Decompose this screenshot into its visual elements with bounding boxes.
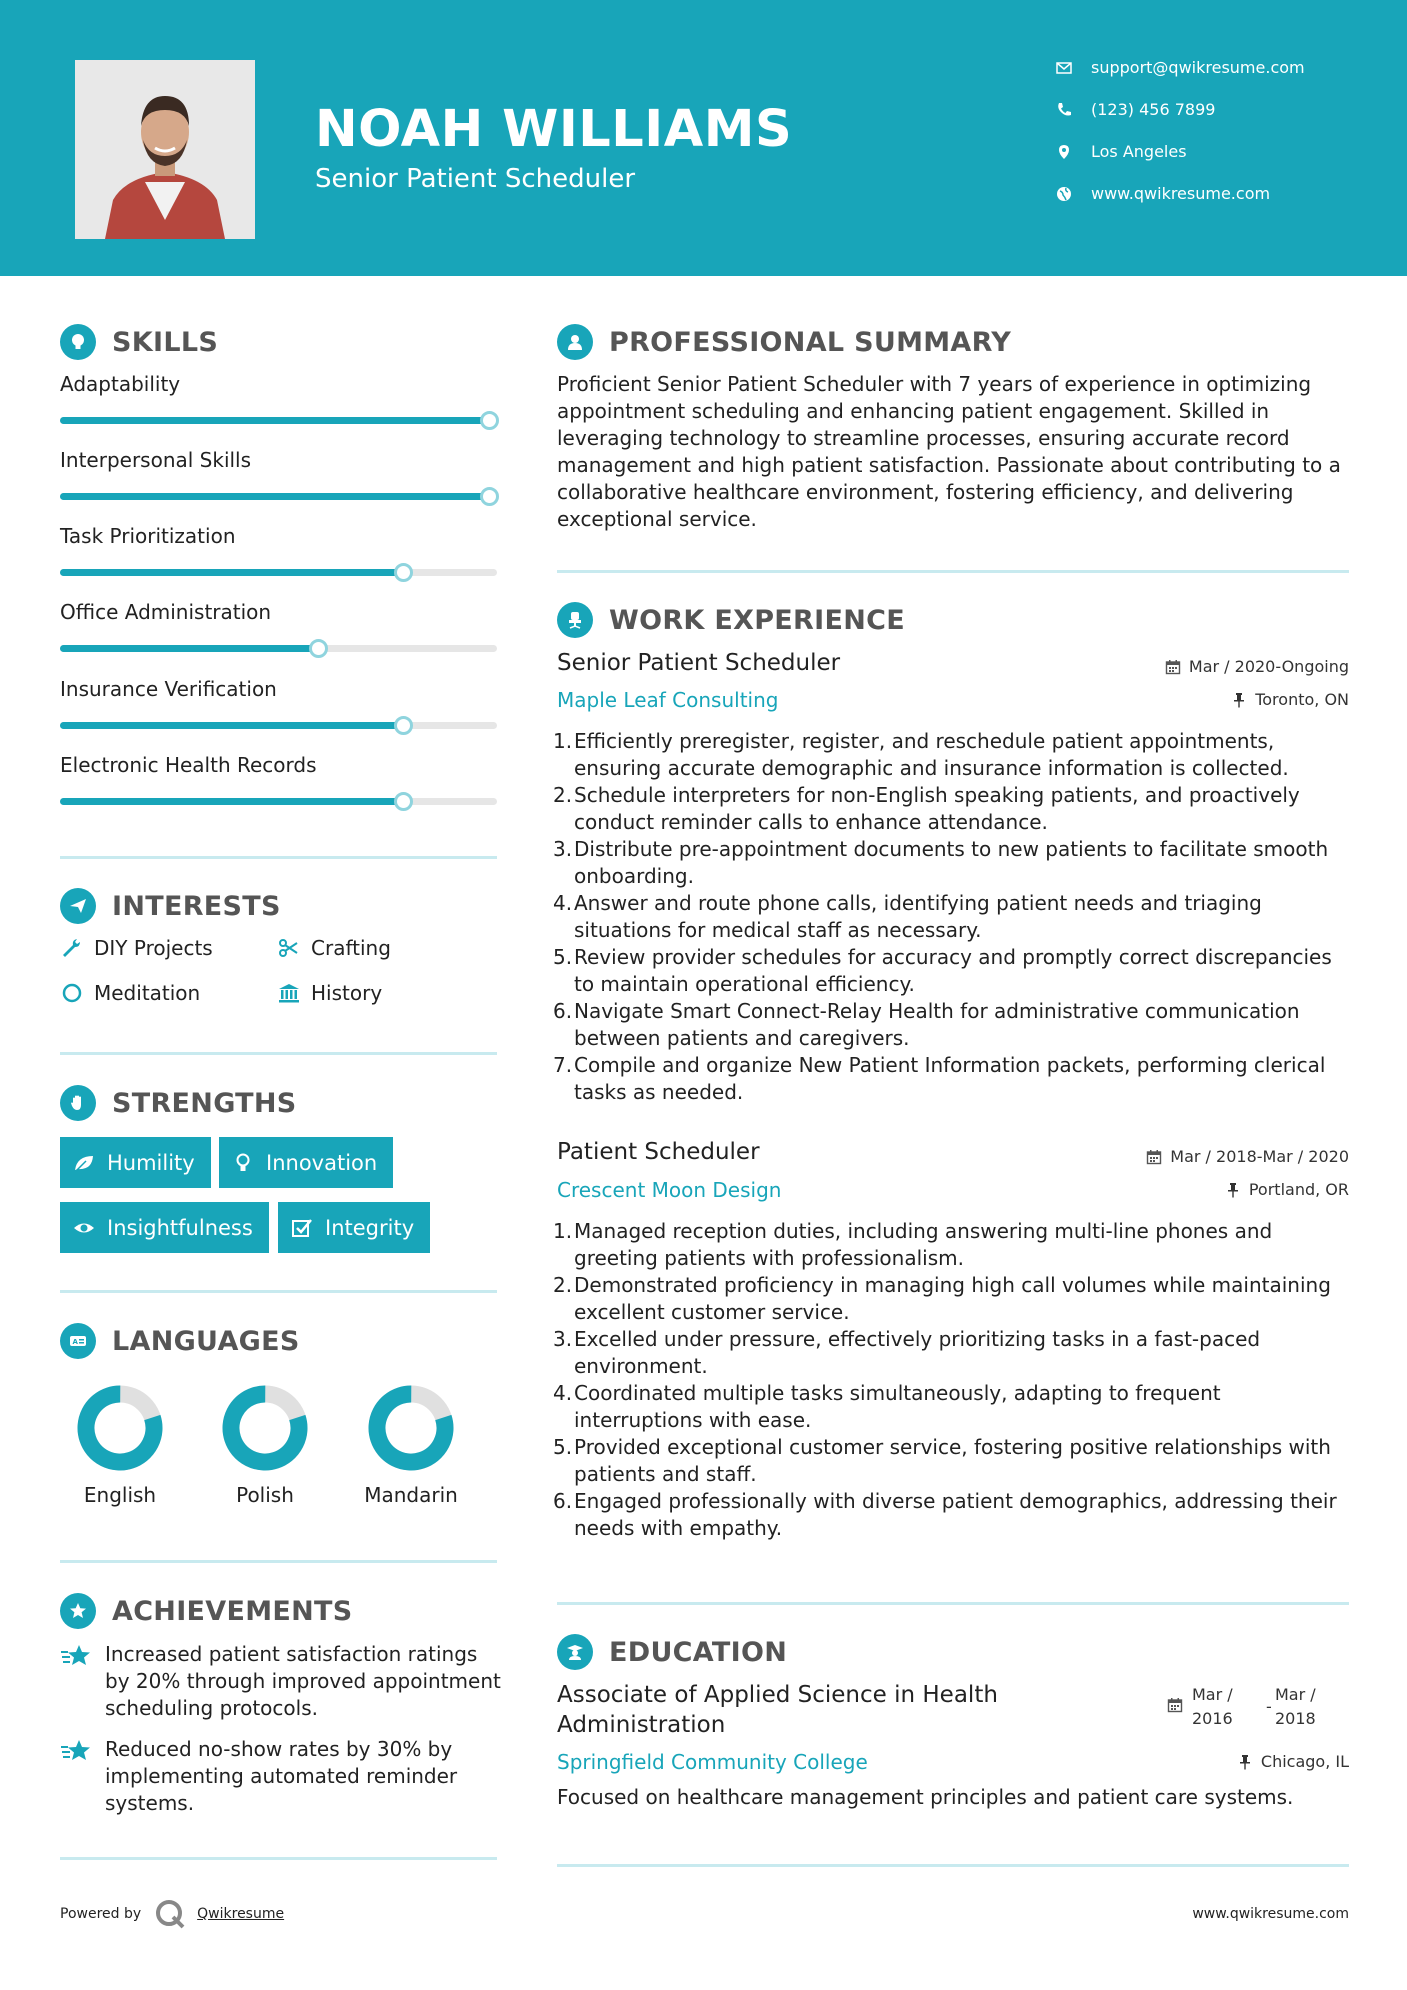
language-icon <box>60 1323 96 1359</box>
education-start-month: Mar / <box>1192 1685 1233 1704</box>
skill-bar <box>60 798 497 805</box>
lightbulb-icon <box>231 1151 255 1175</box>
star-icon <box>60 1643 92 1671</box>
skill-label: Electronic Health Records <box>60 753 317 777</box>
job-dates <box>1165 657 1349 676</box>
user-icon <box>557 324 593 360</box>
interest-label: History <box>311 981 383 1005</box>
summary-title: PROFESSIONAL SUMMARY <box>609 326 1012 358</box>
education-end-year: 2018 <box>1275 1709 1316 1728</box>
skill-label: Task Prioritization <box>60 524 236 548</box>
strength-label: Integrity <box>325 1215 415 1240</box>
globe-icon <box>1055 185 1073 203</box>
list-item: 1. Efficiently preregister, register, and reschedule patient appointments, ensuring accurate demographic and insurance information is collected. <box>553 729 1289 780</box>
job-title: Patient Scheduler <box>557 1139 760 1165</box>
language-label: English <box>83 1483 157 1507</box>
job-location <box>1231 690 1349 709</box>
skill-bar-fill <box>60 569 402 576</box>
list-item: 3. Excelled under pressure, effectively prioritizing tasks in a fast-paced environment. <box>553 1327 1261 1378</box>
job-location <box>1225 1180 1349 1199</box>
candidate-title: Senior Patient Scheduler <box>315 164 636 194</box>
qwikresume-link[interactable]: Qwikresume <box>197 1906 285 1922</box>
language-donut <box>222 1385 308 1471</box>
pushpin-icon <box>1225 1182 1241 1198</box>
education-start-year: 2016 <box>1192 1709 1233 1728</box>
skill-label: Office Administration <box>60 600 272 624</box>
skill-bar-knob <box>480 411 499 430</box>
section-divider <box>557 570 1349 573</box>
list-item: 2. Demonstrated proficiency in managing high call volumes while maintaining excellent customer service. <box>553 1273 1331 1324</box>
graduate-icon <box>557 1634 593 1670</box>
skill-bar <box>60 569 497 576</box>
interest-item <box>277 981 382 1005</box>
calendar-icon <box>1146 1149 1162 1165</box>
achievement-text: Increased patient satisfaction ratings by 20% through improved appointment scheduling protocols. <box>105 1642 501 1720</box>
strength-badge <box>60 1202 269 1253</box>
skill-bar <box>60 493 497 500</box>
skill-bar <box>60 722 497 729</box>
skill-label: Adaptability <box>60 372 181 396</box>
strength-label: Innovation <box>266 1150 378 1175</box>
wrench-icon <box>60 936 84 960</box>
footer-website[interactable]: www.qwikresume.com <box>1192 1906 1349 1922</box>
lightbulb-icon <box>60 324 96 360</box>
resume-header <box>0 0 1407 276</box>
list-item: 5. Review provider schedules for accuracy and promptly correct discrepancies to maintain operational efficiency. <box>553 945 1332 996</box>
list-item: 6. Navigate Smart Connect-Relay Health for administrative communication between patients and caregivers. <box>553 999 1300 1050</box>
check-square-icon <box>290 1216 314 1240</box>
strength-label: Humility <box>107 1150 195 1175</box>
language-item <box>210 1385 320 1507</box>
interest-item <box>277 936 391 960</box>
interest-label: DIY Projects <box>94 936 213 960</box>
education-date-dash: - <box>1266 1697 1272 1716</box>
strengths-heading <box>60 1085 297 1121</box>
contact-location <box>1055 142 1187 161</box>
interest-item <box>60 936 213 960</box>
section-divider <box>60 1560 497 1563</box>
skill-bar-fill <box>60 493 487 500</box>
list-item: 2. Schedule interpreters for non-English speaking patients, and proactively conduct reminder calls to enhance attendance. <box>553 783 1300 834</box>
strength-badge <box>219 1137 393 1188</box>
language-donut <box>77 1385 163 1471</box>
skill-label: Insurance Verification <box>60 677 277 701</box>
strength-badge <box>278 1202 430 1253</box>
strength-badge <box>60 1137 211 1188</box>
contact-email-text: support@qwikresume.com <box>1091 58 1305 77</box>
star-icon <box>60 1738 92 1766</box>
languages-title: LANGUAGES <box>112 1325 300 1357</box>
map-pin-icon <box>1055 143 1073 161</box>
strength-label: Insightfulness <box>107 1215 253 1240</box>
language-label: Mandarin <box>364 1483 458 1507</box>
interest-label: Meditation <box>94 981 201 1005</box>
qwikresume-logo-icon <box>153 1897 187 1931</box>
job-dates <box>1146 1147 1349 1166</box>
museum-icon <box>277 981 301 1005</box>
job-location-text: Toronto, ON <box>1255 690 1349 709</box>
skill-bar-knob <box>394 716 413 735</box>
education-location-text: Chicago, IL <box>1260 1752 1349 1771</box>
achievements-heading <box>60 1593 353 1629</box>
skill-bar-fill <box>60 722 402 729</box>
job-company: Crescent Moon Design <box>557 1178 782 1202</box>
skill-bar-fill <box>60 798 402 805</box>
language-item <box>356 1385 466 1507</box>
job-title: Senior Patient Scheduler <box>557 650 841 676</box>
section-divider <box>60 1052 497 1055</box>
skill-bar-fill <box>60 645 316 652</box>
calendar-icon <box>1165 659 1181 675</box>
candidate-name: NOAH WILLIAMS <box>315 100 793 159</box>
paper-plane-icon <box>60 888 96 924</box>
skill-bar-knob <box>480 487 499 506</box>
leaf-icon <box>72 1151 96 1175</box>
circle-icon <box>60 981 84 1005</box>
summary-text: Proficient Senior Patient Scheduler with 7 years of experience in optimizing appointment scheduling and enhancing patient engagement. Skilled in leveraging technology to streamline processes, ensuring accurate record management and high patient satisfaction. Passionate about contributing to a collaborative healthcare environment, fostering efficiency, and delivering exceptional service. <box>557 372 1341 531</box>
experience-title: WORK EXPERIENCE <box>609 604 905 636</box>
achievements-title: ACHIEVEMENTS <box>112 1595 353 1627</box>
education-degree: Associate of Applied Science in Health Administration <box>557 1682 998 1738</box>
pushpin-icon <box>1237 1754 1253 1770</box>
section-divider <box>557 1602 1349 1605</box>
achievement-item <box>60 1736 505 1817</box>
list-item: 3. Distribute pre-appointment documents to new patients to facilitate smooth onboarding. <box>553 837 1329 888</box>
interests-title: INTERESTS <box>112 890 281 922</box>
svg-text:A: A <box>72 1338 78 1346</box>
interests-heading <box>60 888 281 924</box>
footer-powered-by <box>60 1897 284 1931</box>
education-title: EDUCATION <box>609 1636 788 1668</box>
job-dates-text: Mar / 2020-Ongoing <box>1188 657 1349 676</box>
education-heading <box>557 1634 787 1670</box>
list-item: 4. Coordinated multiple tasks simultaneously, adapting to frequent interruptions with ease. <box>553 1381 1221 1432</box>
office-chair-icon <box>557 602 593 638</box>
skill-bar-knob <box>394 563 413 582</box>
language-donut <box>368 1385 454 1471</box>
section-divider <box>557 1864 1349 1867</box>
skills-title: SKILLS <box>112 326 219 358</box>
skill-bar-knob <box>309 639 328 658</box>
job-location-text: Portland, OR <box>1248 1180 1349 1199</box>
contact-location-text: Los Angeles <box>1091 142 1187 161</box>
job-company: Maple Leaf Consulting <box>557 688 779 712</box>
skill-bar-fill <box>60 417 487 424</box>
envelope-icon <box>1055 59 1073 77</box>
education-school: Springfield Community College <box>557 1750 868 1774</box>
education-location <box>1237 1752 1349 1771</box>
achievement-item <box>60 1641 505 1722</box>
languages-heading <box>60 1323 300 1359</box>
skill-bar <box>60 417 497 424</box>
education-end-month: Mar / <box>1275 1685 1316 1704</box>
job-dates-text: Mar / 2018-Mar / 2020 <box>1170 1147 1349 1166</box>
scissors-icon <box>277 936 301 960</box>
experience-heading <box>557 602 905 638</box>
list-item: 5. Provided exceptional customer service, fostering positive relationships with patients and staff. <box>553 1435 1331 1486</box>
job-responsibilities <box>553 1218 1353 1542</box>
section-divider <box>60 856 497 859</box>
section-divider <box>60 1290 497 1293</box>
hand-icon <box>60 1085 96 1121</box>
language-item <box>65 1385 175 1507</box>
education-description: Focused on healthcare management principles and patient care systems. <box>557 1785 1294 1809</box>
list-item: 6. Engaged professionally with diverse patient demographics, addressing their needs with empathy. <box>553 1489 1337 1540</box>
strengths-title: STRENGTHS <box>112 1087 297 1119</box>
phone-icon <box>1055 101 1073 119</box>
contact-email[interactable] <box>1055 58 1305 77</box>
section-divider <box>60 1857 497 1860</box>
star-badge-icon <box>60 1593 96 1629</box>
eye-icon <box>72 1216 96 1240</box>
profile-photo <box>75 60 255 239</box>
contact-website[interactable] <box>1055 184 1270 203</box>
job-responsibilities <box>553 728 1353 1106</box>
calendar-icon <box>1167 1697 1183 1713</box>
skills-heading <box>60 324 218 360</box>
list-item: 7. Compile and organize New Patient Information packets, performing clerical tasks as needed. <box>553 1053 1326 1104</box>
contact-website-text: www.qwikresume.com <box>1091 184 1271 203</box>
list-item: 4. Answer and route phone calls, identifying patient needs and triaging situations for medical staff as necessary. <box>553 891 1262 942</box>
skill-bar <box>60 645 497 652</box>
pushpin-icon <box>1231 692 1247 708</box>
interest-item <box>60 981 200 1005</box>
achievement-text: Reduced no-show rates by 30% by implementing automated reminder systems. <box>105 1737 458 1815</box>
skill-bar-knob <box>394 792 413 811</box>
skill-label: Interpersonal Skills <box>60 448 252 472</box>
contact-phone-text: (123) 456 7899 <box>1091 100 1216 119</box>
summary-heading <box>557 324 1011 360</box>
contact-phone[interactable] <box>1055 100 1215 119</box>
list-item: 1. Managed reception duties, including answering multi-line phones and greeting patients with professionalism. <box>553 1219 1273 1270</box>
powered-by-text: Powered by <box>60 1906 142 1922</box>
interest-label: Crafting <box>311 936 391 960</box>
language-label: Polish <box>236 1483 294 1507</box>
